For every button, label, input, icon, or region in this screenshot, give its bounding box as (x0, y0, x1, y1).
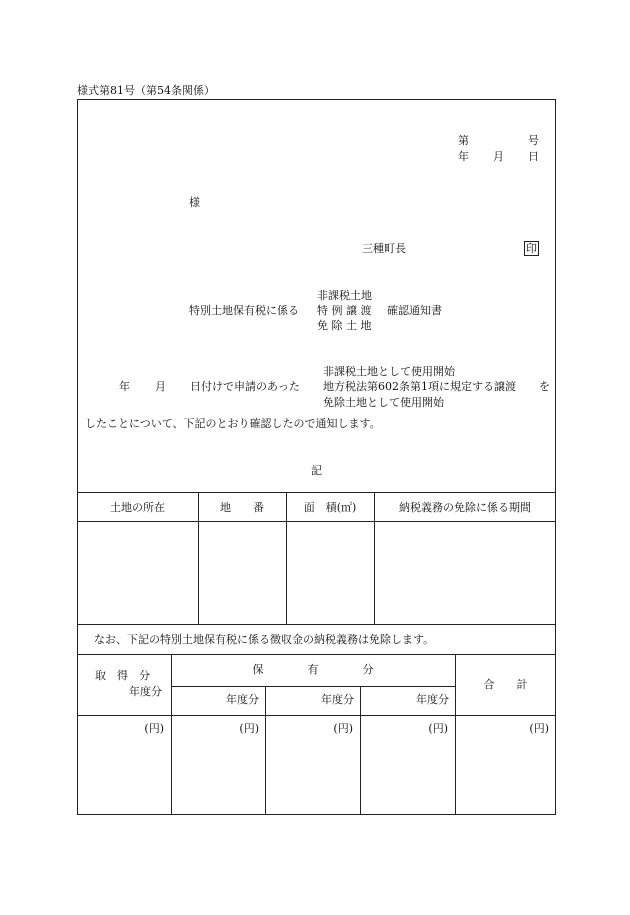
body-option-2: 地方税法第602条第1項に規定する譲渡 (323, 380, 516, 393)
holding-nendo-3: 年度分 (416, 693, 449, 706)
land-header-location: 土地の所在 (110, 501, 165, 514)
holding-nendo-2: 年度分 (321, 693, 354, 706)
land-table-top (77, 492, 556, 493)
exemption-notice: なお、下記の特別土地保有税に係る徴収金の納税義務は免除します。 (94, 633, 435, 646)
land-header-period: 納税義務の免除に係る期間 (399, 501, 531, 514)
ki-heading: 記 (311, 464, 322, 477)
body-year-label: 年 (119, 380, 130, 393)
title-option-menjo: 免 除 土 地 (317, 319, 372, 332)
date-month-label: 月 (493, 150, 504, 163)
holding-label: 保 有 分 (252, 663, 374, 676)
form-number: 様式第81号（第54条関係） (77, 84, 215, 97)
land-table-bottom (77, 624, 556, 625)
body-particle: を (539, 380, 550, 393)
yen-unit-total: (円) (529, 722, 549, 735)
holding-subheader-line (171, 686, 455, 687)
body-month-label: 月 (155, 380, 166, 393)
title-option-hikazei: 非課税土地 (317, 289, 372, 302)
acquisition-label: 取 得 分 (95, 669, 150, 682)
land-table-header-bottom (77, 521, 556, 522)
body-option-3: 免除土地として使用開始 (323, 396, 444, 409)
total-label: 合 計 (483, 678, 528, 691)
form-frame (77, 99, 556, 815)
seal-mark: 印 (526, 242, 537, 255)
holding-nendo-1: 年度分 (226, 693, 259, 706)
date-year-label: 年 (458, 150, 469, 163)
issuer: 三種町長 (362, 242, 406, 255)
title-suffix: 確認通知書 (387, 304, 442, 317)
yen-unit-holding-1: (円) (239, 722, 259, 735)
yen-unit-holding-2: (円) (333, 722, 353, 735)
land-header-lot: 地 番 (220, 501, 264, 514)
addressee-suffix: 様 (189, 196, 200, 209)
date-day-label: 日 (528, 150, 539, 163)
title-prefix: 特別土地保有税に係る (189, 304, 299, 317)
title-option-tokurei: 特 例 譲 渡 (317, 304, 372, 317)
yen-unit-holding-3: (円) (428, 722, 448, 735)
tax-col-divider-2 (265, 686, 266, 815)
number-suffix: 号 (528, 134, 539, 147)
land-header-area: 面 積(㎡) (303, 501, 357, 514)
body-continuation: したことについて、下記のとおり確認したので通知します。 (85, 417, 381, 430)
tax-table-header-bottom (77, 715, 556, 716)
acquisition-nendo: 年度分 (129, 685, 162, 698)
body-option-1: 非課税土地として使用開始 (323, 365, 455, 378)
tax-col-divider-3 (360, 686, 361, 815)
body-date-phrase: 日付けで申請のあった (190, 380, 300, 393)
tax-col-divider-1 (171, 654, 172, 815)
tax-table-top (77, 654, 556, 655)
number-prefix: 第 (458, 134, 469, 147)
yen-unit-acquisition: (円) (144, 722, 164, 735)
